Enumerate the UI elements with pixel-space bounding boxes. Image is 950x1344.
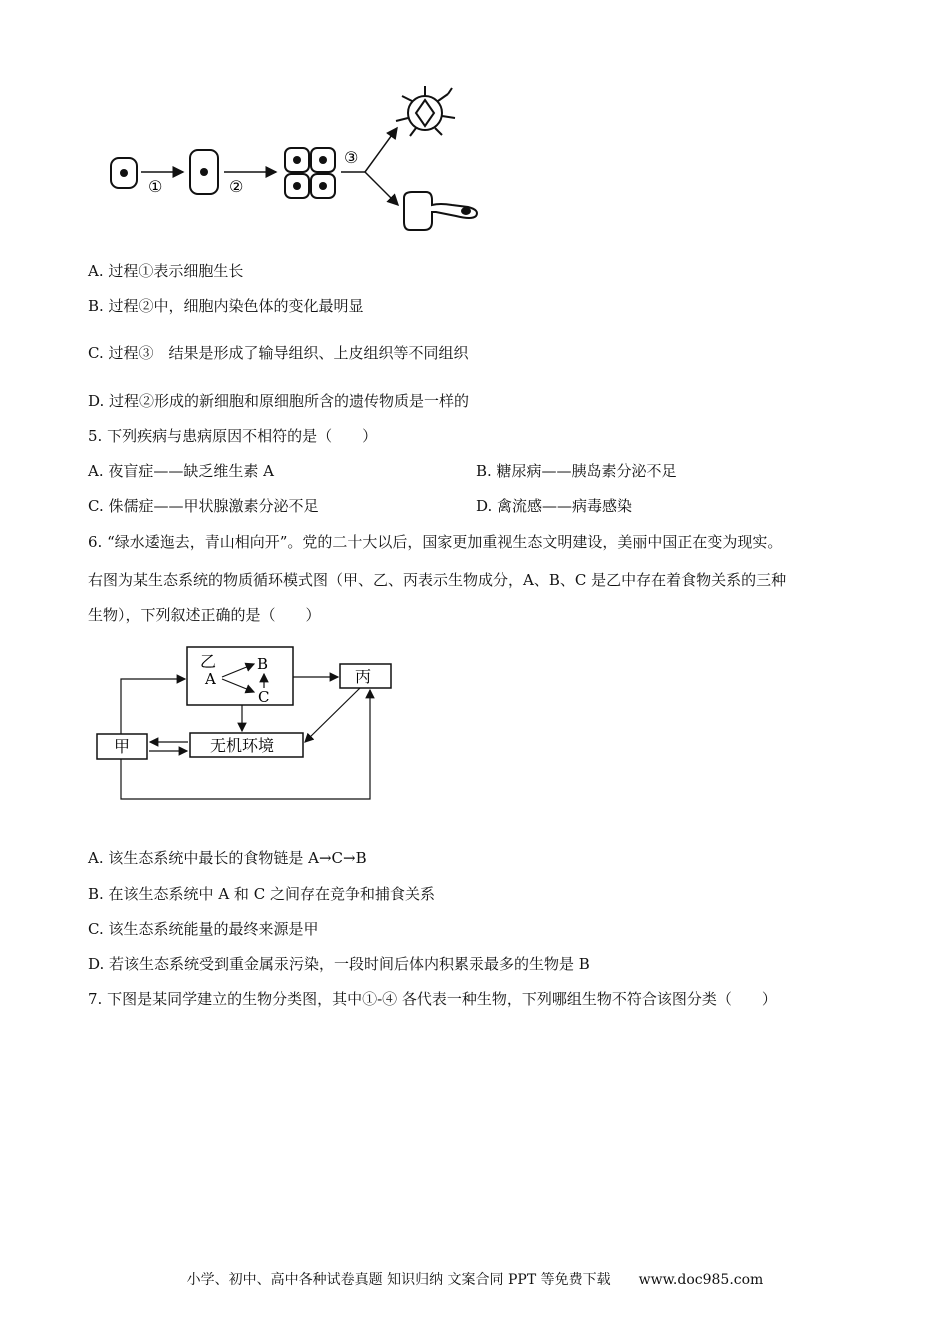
- q5-option-a: A. 夜盲症——缺乏维生素 A: [88, 462, 274, 480]
- q6-option-c: C. 该生态系统能量的最终来源是甲: [88, 920, 319, 938]
- q4-option-b: B. 过程②中，细胞内染色体的变化最明显: [88, 297, 364, 315]
- page-footer: 小学、初中、高中各种试卷真题 知识归纳 文案合同 PPT 等免费下载 www.doc985.com: [186, 1272, 764, 1288]
- env-label: 无机环境: [210, 736, 275, 755]
- node-b: B: [257, 655, 269, 673]
- yi-label: 乙: [200, 652, 217, 671]
- q5-stem: 5. 下列疾病与患病原因不相符的是（ ）: [88, 427, 378, 445]
- q6-stem-line2: 右图为某生态系统的物质循环模式图（甲、乙、丙表示生物成分，A、B、C 是乙中存在着食物关系的三种: [88, 571, 787, 589]
- step-3-label: ③: [344, 148, 359, 167]
- q5-option-d: D. 禽流感——病毒感染: [476, 497, 633, 515]
- q7-stem: 7. 下图是某同学建立的生物分类图，其中①-④ 各代表一种生物，下列哪组生物不符合该图分类（ ）: [88, 990, 777, 1008]
- arrow-a-b: [222, 664, 254, 677]
- node-a: A: [205, 670, 216, 688]
- arrow-jia-yi: [121, 679, 185, 734]
- q5-option-c: C. 侏儒症——甲状腺激素分泌不足: [88, 497, 319, 515]
- q4-option-d: D. 过程②形成的新细胞和原细胞所含的遗传物质是一样的: [88, 392, 470, 410]
- q4-option-a: A. 过程①表示细胞生长: [88, 262, 244, 280]
- step-2-label: ②: [229, 177, 244, 196]
- q4-option-c: C. 过程③ 结果是形成了输导组织、上皮组织等不同组织: [88, 344, 469, 362]
- q6-stem-line1: 6. “绿水逶迤去，青山相向开”。党的二十大以后，国家更加重视生态文明建设，美丽中国正在变为现实。: [88, 533, 783, 551]
- q6-option-d: D. 若该生态系统受到重金属汞污染，一段时间后体内积累汞最多的生物是 B: [88, 955, 590, 973]
- q6-stem-line3: 生物），下列叙述正确的是（ ）: [88, 606, 321, 624]
- arrow-bing-env: [305, 688, 360, 742]
- arrow-a-c: [222, 679, 254, 692]
- node-c: C: [258, 688, 270, 706]
- bing-label: 丙: [355, 667, 372, 686]
- step-1-label: ①: [148, 177, 163, 196]
- q6-option-b: B. 在该生态系统中 A 和 C 之间存在竞争和捕食关系: [88, 885, 435, 903]
- q5-option-b: B. 糖尿病——胰岛素分泌不足: [476, 462, 677, 480]
- jia-label: 甲: [114, 737, 131, 756]
- q6-option-a: A. 该生态系统中最长的食物链是 A→C→B: [88, 849, 367, 867]
